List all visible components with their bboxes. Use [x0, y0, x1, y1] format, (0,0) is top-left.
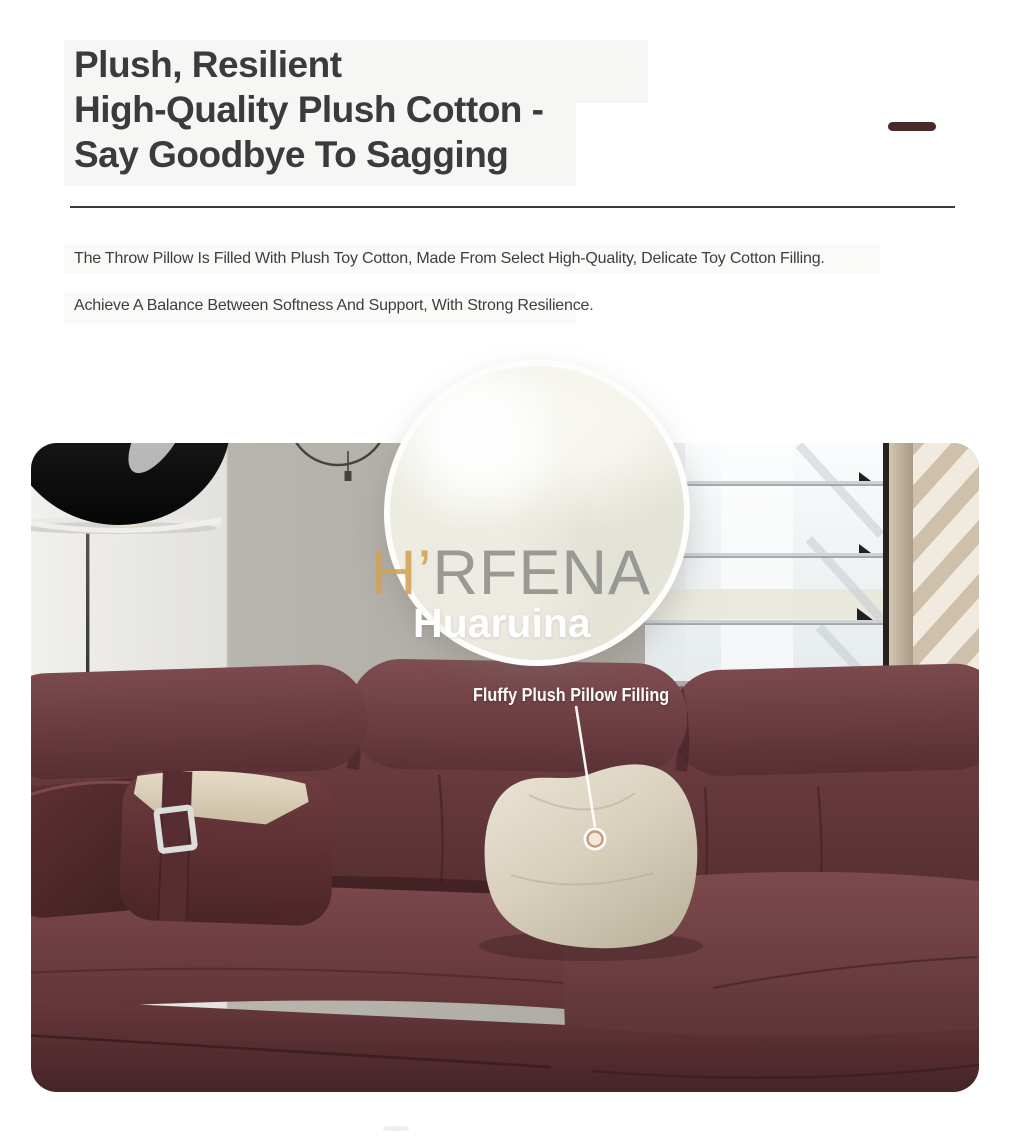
buckle-pillow [118, 768, 335, 927]
footer-smudge [383, 1126, 409, 1131]
callout-marker-dot [588, 832, 603, 847]
body-paragraph-1: The Throw Pillow Is Filled With Plush Toy Cotton, Made From Select High-Quality, Delicate Toy Cotton Filling. [74, 250, 825, 267]
subbrand-watermark: Huaruina [413, 600, 591, 646]
divider-line [70, 206, 955, 208]
body-paragraph-2: Achieve A Balance Between Softness And Support, With Strong Resilience. [74, 297, 594, 314]
page-title [74, 42, 544, 177]
page-title-line-2: High-Quality Plush Cotton - [74, 89, 544, 130]
pillow-filling-callout-label: Fluffy Plush Pillow Filling [473, 685, 670, 705]
sofa-headrest-right [670, 662, 979, 777]
accent-dash [888, 122, 936, 131]
page-title-line-1: Plush, Resilient [74, 44, 342, 85]
brand-watermark [371, 537, 651, 609]
cream-pillow [485, 764, 698, 948]
sofa-headrest-middle [348, 658, 688, 774]
brand-watermark-rest: RFENA [432, 538, 652, 608]
sofa-headrest-left [31, 663, 369, 781]
page-title-line-3: Say Goodbye To Sagging [74, 134, 509, 175]
brand-watermark-accent: H’ [371, 538, 433, 608]
